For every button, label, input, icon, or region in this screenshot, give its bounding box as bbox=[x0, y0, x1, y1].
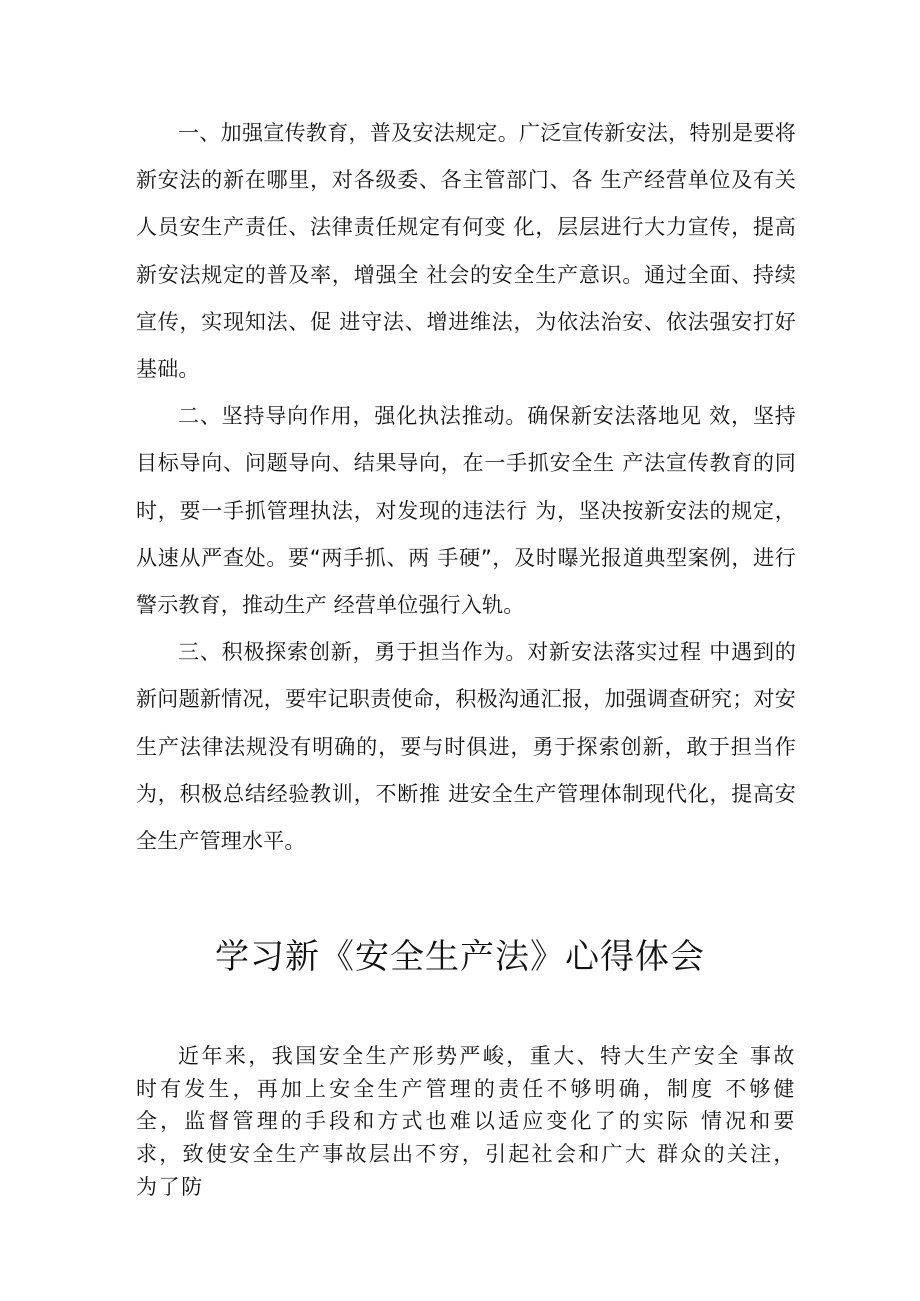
document-title: 学习新《安全生产法》心得体会 bbox=[215, 937, 705, 977]
section-top-body bbox=[136, 110, 796, 865]
paragraph-2: 二、坚持导向作用，强化执法推动。确保新安法落地见 效，坚持目标导向、问题导向、结果导向，在一手抓安全生 产法宣传教育的同时，要一手抓管理执法，对发现的违法行 为，坚决按新安法的规定，从速从严查处。要“两手抓、两 手硬”，及时曝光报道典型案例，进行警示教育，推动生产 经营单位强行入轨。 bbox=[136, 404, 796, 618]
paragraph-1: 一、加强宣传教育，普及安法规定。广泛宣传新安法，特别是要将新安法的新在哪里，对各级委、各主管部门、各 生产经营单位及有关人员安生产责任、法律责任规定有何变 化，层层进行大力宣传，提高新安法规定的普及率，增强全 社会的安全生产意识。通过全面、持续宣传，实现知法、促 进守法、增进维法，为依法治安、依法强安打好基础。 bbox=[136, 121, 796, 382]
section-bottom-body bbox=[136, 1040, 796, 1204]
paragraph-3: 三、积极探索创新，勇于担当作为。对新安法落实过程 中遇到的新问题新情况，要牢记职责使命，积极沟通汇报，加强调查研究；对安生产法律法规没有明确的，要与时俱进，勇于探索创新，敢于担当作为，积极总结经验教训，不断推 进安全生产管理体制现代化，提高安全生产管理水平。 bbox=[136, 640, 796, 854]
paragraph-intro: 近年来，我国安全生产形势严峻，重大、特大生产安全 事故时有发生，再加上安全生产管理的责任不够明确，制度 不够健全，监督管理的手段和方式也难以适应变化了的实际 情况和要求，致使安全生产事故层出不穷，引起社会和广大 群众的关注，为了防 bbox=[136, 1044, 796, 1199]
